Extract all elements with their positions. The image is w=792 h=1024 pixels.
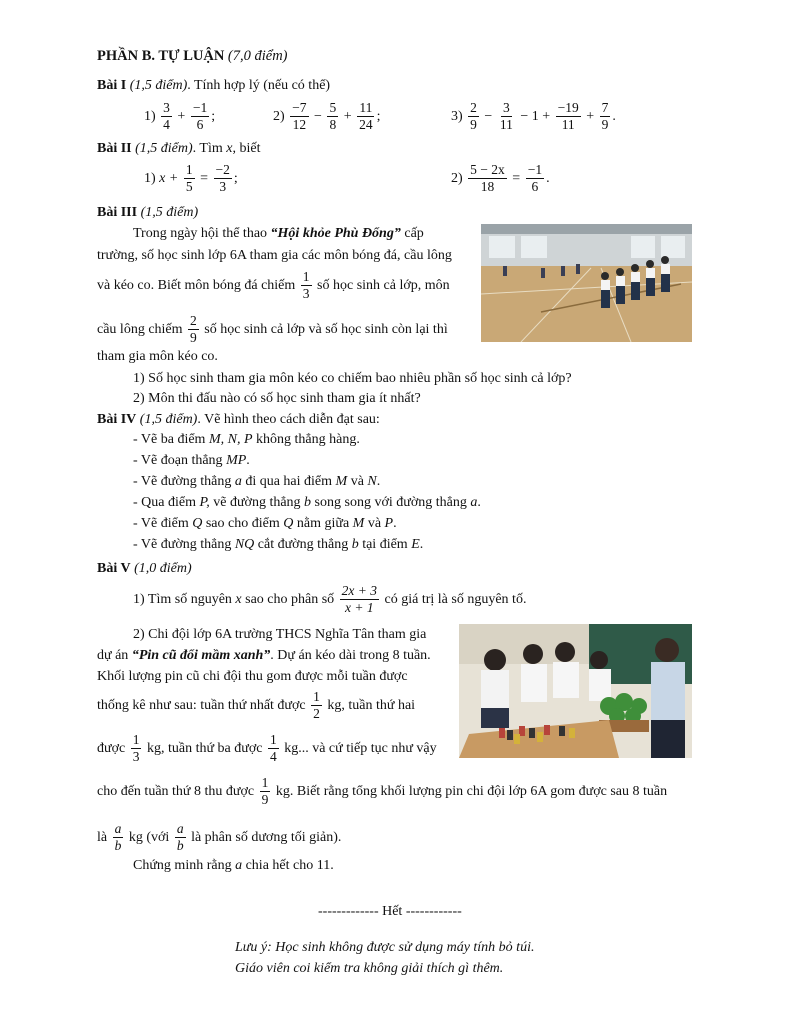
bai1-instruction: . Tính hợp lý (nếu có thể) (187, 78, 331, 93)
expression-lhs: x + (159, 170, 179, 186)
math: a (470, 495, 478, 510)
text: . (477, 495, 481, 510)
denominator: 2 (313, 706, 320, 722)
text: kg. Biết rằng tổng khối lượng pin chi đội lớp 6A gom được sau 8 tuần (275, 783, 668, 799)
fraction (131, 733, 142, 764)
classroom-illustration (459, 624, 692, 758)
problem-number: 1) (144, 108, 156, 124)
bai3-line-3 (97, 270, 450, 301)
text: được (97, 740, 126, 756)
fraction (340, 584, 379, 615)
numerator: 1 (268, 733, 279, 749)
numerator: 1 (131, 733, 142, 749)
numerator: 5 (327, 101, 338, 117)
denominator: 9 (470, 117, 477, 133)
text: . (393, 516, 397, 531)
bai5-q2-line-3: Khối lượng pin cũ chi đội thu gom được mỗi tuần được (97, 669, 408, 684)
end-marker: ------------- Hết ------------ (318, 904, 462, 919)
event-name: “Hội khỏe Phù Đổng” (270, 226, 401, 241)
math: b (304, 495, 312, 510)
bai3-question-2: 2) Môn thi đấu nào có số học sinh tham gia ít nhất? (133, 391, 421, 406)
bai5-q2-line-5 (97, 733, 437, 764)
denominator: 9 (261, 792, 269, 808)
denominator: b (114, 838, 122, 854)
numerator: −1 (526, 163, 544, 179)
text: kg, tuần thứ ba được (146, 740, 263, 756)
bai2-instruction-tail: , biết (232, 141, 261, 156)
tug-of-war-photo (481, 224, 692, 342)
denominator: 6 (531, 179, 539, 195)
bai4-item (133, 495, 481, 511)
bai1-heading (97, 78, 330, 94)
text: vẽ đường thẳng (213, 495, 301, 510)
bai4-item (133, 474, 380, 490)
section-heading (97, 48, 288, 65)
denominator: 9 (601, 117, 609, 133)
denominator: 12 (292, 117, 307, 133)
math: x (235, 591, 242, 607)
punctuation: ; (211, 108, 216, 124)
text: nằm giữa (296, 516, 350, 531)
fraction (188, 314, 199, 345)
bai4-item (133, 432, 360, 448)
fraction (214, 163, 232, 194)
text: cho đến tuần thứ 8 thu được (97, 783, 255, 799)
text: . (419, 537, 424, 552)
plus-sign: + (343, 108, 352, 124)
text: và (367, 516, 382, 531)
fraction (327, 101, 338, 132)
numerator: −7 (290, 101, 308, 117)
bai1-points: (1,5 điểm) (129, 78, 188, 93)
math: N (367, 474, 377, 489)
bai2-points: (1,5 điểm) (135, 141, 193, 156)
fraction (161, 101, 172, 132)
text: 1) Tìm số nguyên (133, 591, 232, 607)
math: NQ (234, 537, 255, 552)
bai1-label: Bài I (97, 78, 127, 93)
text: đi qua hai điểm (245, 474, 333, 489)
text: Trong ngày hội thể thao (133, 226, 268, 241)
bai3-heading (97, 205, 198, 221)
math: Q (283, 516, 294, 531)
math: M (335, 474, 348, 489)
equals-sign: = (512, 170, 521, 186)
numerator: 7 (600, 101, 611, 117)
denominator: 24 (359, 117, 373, 133)
denominator: 3 (132, 749, 140, 765)
punctuation: ; (376, 108, 381, 124)
bai5-q2-line-2 (97, 648, 431, 664)
math: E (411, 537, 420, 552)
math: P, (199, 495, 210, 510)
numerator: 1 (184, 163, 195, 179)
math: b (351, 537, 359, 552)
fraction (498, 101, 515, 132)
bai5-q2-line-4 (97, 690, 415, 721)
math: M, N, P (208, 432, 253, 447)
bai5-q2-line-8 (133, 858, 334, 874)
bai3-line-5: tham gia môn kéo co. (97, 349, 218, 364)
bai5-heading (97, 561, 192, 577)
numerator: 1 (301, 270, 312, 286)
numerator: −2 (214, 163, 232, 179)
gymnasium-illustration (481, 224, 692, 342)
bai3-line-1 (133, 226, 424, 242)
bai5-q2-line-1: 2) Chi đội lớp 6A trường THCS Nghĩa Tân tham gia (133, 627, 427, 642)
fraction (468, 101, 479, 132)
bai2-problem-1 (144, 163, 238, 194)
math: P (384, 516, 394, 531)
numerator: 2 (188, 314, 199, 330)
fraction (184, 163, 195, 194)
project-name: “Pin cũ đổi mầm xanh” (131, 648, 271, 663)
bai3-question-1: 1) Số học sinh tham gia môn kéo co chiếm bao nhiêu phần số học sinh cả lớp? (133, 371, 572, 386)
bai3-label: Bài III (97, 205, 138, 220)
bai5-q2-line-6 (97, 776, 667, 807)
variable: x (226, 141, 233, 156)
bai4-item (133, 516, 397, 532)
punctuation: . (612, 108, 616, 124)
fraction (260, 776, 271, 807)
text: . (246, 453, 250, 468)
fraction (175, 822, 186, 853)
fraction (556, 101, 581, 132)
problem-number: 2) (273, 108, 285, 124)
bai2-problem-2 (451, 163, 550, 194)
text: là phân số dương tối giản). (191, 829, 342, 845)
text: kg, tuần thứ hai (327, 697, 416, 713)
fraction (357, 101, 375, 132)
text: là (97, 829, 108, 845)
note-line-1: Lưu ý: Học sinh không được sử dụng máy tính bỏ túi. (235, 940, 535, 955)
bai2-label: Bài II (97, 141, 132, 156)
minus-sign: − (484, 108, 493, 124)
expression-middle: − 1 + (520, 108, 551, 124)
text: sao cho điểm (205, 516, 280, 531)
math: MP (226, 453, 247, 468)
text: dự án (97, 648, 129, 663)
text: tại điểm (362, 537, 408, 552)
punctuation: ; (233, 170, 238, 186)
bai2-instruction: . Tìm (192, 141, 223, 156)
battery-collection-photo (459, 624, 692, 758)
denominator: 5 (185, 179, 193, 195)
text: song song với đường thẳng (314, 495, 467, 510)
bai3-line-2: trường, số học sinh lớp 6A tham gia các môn bóng đá, cầu lông (97, 248, 452, 263)
text: có giá trị là số nguyên tố. (384, 591, 527, 607)
fraction (191, 101, 209, 132)
numerator: −1 (191, 101, 209, 117)
math: Q (192, 516, 203, 531)
bai3-points: (1,5 điểm) (140, 205, 199, 220)
punctuation: . (546, 170, 550, 186)
section-points: (7,0 điểm) (227, 48, 288, 64)
bai1-problem-2 (273, 101, 381, 132)
text: không thẳng hàng. (256, 432, 360, 447)
numerator: 3 (161, 101, 172, 117)
text: - Vẽ đường thẳng (133, 474, 232, 489)
fraction (600, 101, 611, 132)
numerator: 1 (260, 776, 271, 792)
bai3-line-4 (97, 314, 448, 345)
problem-number: 1) (144, 170, 156, 186)
denominator: 11 (499, 117, 513, 133)
text: - Vẽ đường thẳng (133, 537, 232, 552)
denominator: 11 (561, 117, 575, 133)
bai2-heading (97, 141, 260, 157)
text: thống kê như sau: tuần thứ nhất được (97, 697, 306, 713)
text: - Vẽ ba điểm (133, 432, 206, 447)
fraction (290, 101, 308, 132)
denominator: 6 (196, 117, 204, 133)
fraction (311, 690, 322, 721)
numerator: −19 (556, 101, 581, 117)
bai4-label: Bài IV (97, 412, 137, 427)
text: Chứng minh rằng (133, 858, 232, 873)
bai4-instruction: . Vẽ hình theo cách diễn đạt sau: (197, 412, 380, 427)
numerator: 5 − 2x (468, 163, 507, 179)
denominator: b (176, 838, 184, 854)
text: chia hết cho 11. (245, 858, 334, 873)
bai5-q2-line-7 (97, 822, 341, 853)
numerator: 2x + 3 (340, 584, 379, 600)
numerator: 11 (357, 101, 374, 117)
fraction (268, 733, 279, 764)
equals-sign: = (200, 170, 208, 186)
fraction (301, 270, 312, 301)
numerator: 2 (468, 101, 479, 117)
fraction (113, 822, 124, 853)
fraction (526, 163, 544, 194)
plus-sign: + (177, 108, 186, 124)
bai4-item (133, 453, 250, 469)
math: a (235, 858, 243, 873)
denominator: x + 1 (345, 600, 374, 616)
text: cấp (404, 226, 424, 241)
denominator: 3 (219, 179, 227, 195)
bai4-item (133, 537, 423, 553)
numerator: a (113, 822, 124, 838)
denominator: 4 (163, 117, 170, 133)
problem-number: 3) (451, 108, 463, 124)
text: số học sinh cả lớp và số học sinh còn lại thì (204, 321, 448, 337)
denominator: 18 (480, 179, 495, 195)
bai4-heading (97, 412, 380, 428)
note-line-2: Giáo viên coi kiểm tra không giải thích gì thêm. (235, 961, 504, 976)
text: và (350, 474, 364, 489)
denominator: 9 (190, 330, 197, 346)
text: kg (với (128, 829, 170, 845)
fraction (468, 163, 507, 194)
text: cầu lông chiếm (97, 321, 183, 337)
text: - Vẽ đoạn thẳng (133, 453, 223, 468)
text: . Dự án kéo dài trong 8 tuần. (270, 648, 431, 663)
text: và kéo co. Biết môn bóng đá chiếm (97, 277, 296, 293)
math: M (352, 516, 365, 531)
bai1-problem-1 (144, 101, 215, 132)
text: sao cho phân số (245, 591, 335, 607)
numerator: a (175, 822, 186, 838)
text: . (376, 474, 381, 489)
plus-sign: + (586, 108, 595, 124)
text: số học sinh cả lớp, môn (317, 277, 450, 293)
denominator: 3 (302, 286, 310, 302)
text: - Vẽ điểm (133, 516, 189, 531)
text: cắt đường thẳng (257, 537, 349, 552)
bai5-points: (1,0 điểm) (134, 561, 192, 576)
section-title: PHẦN B. TỰ LUẬN (97, 48, 225, 64)
problem-number: 2) (451, 170, 463, 186)
denominator: 4 (269, 749, 277, 765)
bai1-problem-3 (451, 101, 616, 132)
denominator: 8 (329, 117, 337, 133)
numerator: 1 (311, 690, 322, 706)
bai5-question-1 (133, 584, 526, 615)
text: - Qua điểm (133, 495, 196, 510)
math: a (234, 474, 242, 489)
bai4-points: (1,5 điểm) (139, 412, 198, 427)
numerator: 3 (501, 101, 512, 117)
bai5-label: Bài V (97, 561, 131, 576)
minus-sign: − (314, 108, 322, 124)
text: kg... và cứ tiếp tục như vậy (284, 740, 437, 756)
